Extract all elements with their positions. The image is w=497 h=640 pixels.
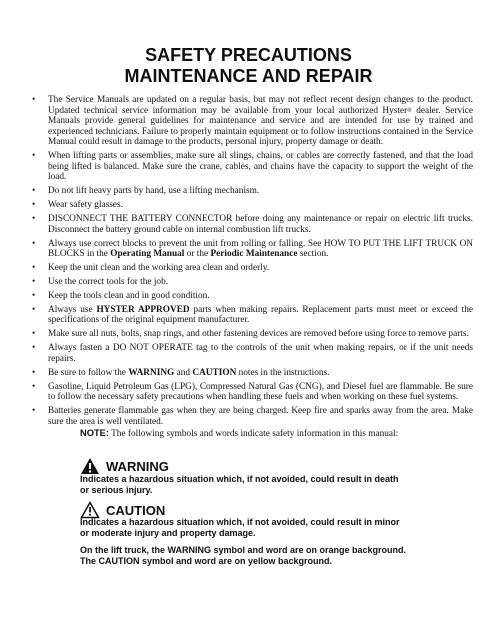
list-item: • Keep the unit clean and the working area clean and orderly.	[32, 263, 270, 274]
caution-word: CAUTION	[106, 502, 166, 518]
note-label: NOTE:	[80, 428, 109, 438]
bullet-icon: •	[32, 151, 36, 162]
list-item: • Always use HYSTER APPROVED parts when making repairs. Replacement parts must meet or exceed the specifications of the original equipment manufacturer.	[32, 304, 473, 326]
list-item: • Wear safety glasses.	[32, 200, 123, 211]
list-item: • Always use correct blocks to prevent the unit from rolling or falling. See HOW TO PUT THE LIFT TRUCK ON BLOCKS in the Operating Manual or the Periodic Maintenance section.	[32, 238, 473, 260]
precautions-list	[32, 95, 473, 430]
caution-description: Indicates a hazardous situation which, if not avoided, could result in minor or moderate injury and property damage.	[80, 517, 400, 538]
page-title-line-1: SAFETY PRECAUTIONS	[145, 45, 352, 65]
warning-word: WARNING	[106, 458, 169, 474]
bullet-icon: •	[32, 381, 36, 392]
bullet-icon: •	[32, 343, 36, 354]
bullet-icon: •	[32, 214, 36, 225]
bullet-icon: •	[32, 186, 36, 197]
bullet-icon: •	[32, 276, 36, 287]
list-item: • Use the correct tools for the job.	[32, 276, 169, 287]
bullet-icon: •	[32, 367, 36, 378]
list-item: • Do not lift heavy parts by hand, use a lifting mechanism.	[32, 186, 260, 197]
list-item: • When lifting parts or assemblies, make sure all slings, chains, or cables are correctly fastened, and that the load being lifted is balanced. Make sure the crane, cables, and chains have the capacity to support the weight of the load.	[32, 151, 473, 183]
manual-reference: Operating Manual	[110, 249, 185, 260]
list-item: • Be sure to follow the WARNING and CAUTION notes in the instructions.	[32, 367, 330, 378]
bullet-icon: •	[32, 200, 36, 211]
bullet-icon: •	[32, 304, 36, 315]
bullet-icon: •	[32, 238, 36, 249]
bullet-icon: •	[32, 406, 36, 416]
list-item: • Keep the tools clean and in good condition.	[32, 290, 210, 301]
bullet-icon: •	[32, 329, 36, 340]
bullet-icon: •	[32, 263, 36, 274]
list-item: • Gasoline, Liquid Petroleum Gas (LPG), Compressed Natural Gas (CNG), and Diesel fuel are flammable. Be sure to follow the necessary safety precautions when handling these fuels and when working on these fuel systems.	[32, 381, 473, 403]
list-item: • DISCONNECT THE BATTERY CONNECTOR before doing any maintenance or repair on electric lift trucks. Disconnect the battery ground cable on internal combustion lift trucks.	[32, 214, 473, 235]
section-reference: Periodic Maintenance	[210, 249, 298, 260]
caution-emphasis: CAUTION	[192, 367, 237, 378]
note-paragraph: NOTE: The following symbols and words indicate safety information in this manual:	[80, 428, 399, 439]
registered-mark: ®	[407, 107, 412, 114]
warning-heading	[80, 457, 169, 475]
page-title-line-2: MAINTENANCE AND REPAIR	[124, 66, 373, 86]
list-item: • The Service Manuals are updated on a regular basis, but may not reflect recent design changes to the product. Updated technical service information may be available from your local authorized Hyster® dealer. Service Manuals provide general guidelines for maintenance and service and are intended for use by trained and experienced technicians. Failure to properly maintain equipment or to follow instructions contained in the Service Manual could result in damage to the products, personal injury, property damage or death.	[32, 95, 473, 148]
list-item: • Always fasten a DO NOT OPERATE tag to the controls of the unit when making repairs, or if the unit needs repairs.	[32, 343, 473, 364]
bullet-icon: •	[32, 95, 36, 105]
bullet-icon: •	[32, 290, 36, 301]
list-item: • Batteries generate flammable gas when they are being charged. Keep fire and sparks away from the area. Make sure the area is well ventilated.	[32, 406, 473, 427]
symbol-color-note: On the lift truck, the WARNING symbol and word are on orange background. The CAUTION symbol and word are on yellow background.	[80, 545, 407, 566]
list-item: • Make sure all nuts, bolts, snap rings, and other fastening devices are removed before using force to remove parts.	[32, 329, 469, 340]
warning-description: Indicates a hazardous situation which, if not avoided, could result in death or serious injury.	[80, 474, 399, 495]
approved-parts-emphasis: HYSTER APPROVED	[96, 304, 190, 315]
warning-emphasis: WARNING	[128, 367, 175, 378]
warning-triangle-icon	[80, 457, 100, 475]
